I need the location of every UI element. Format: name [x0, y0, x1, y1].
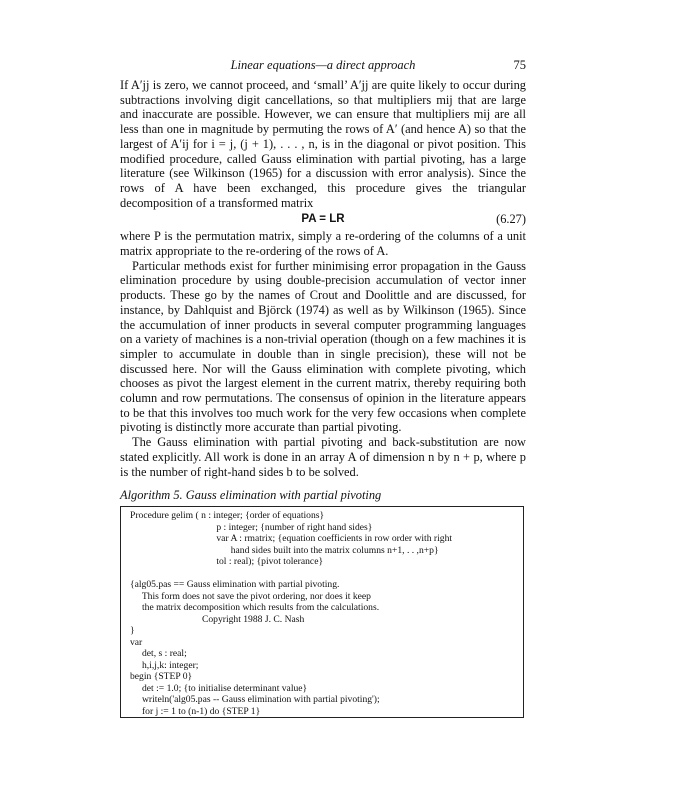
code-line: det, s : real;	[130, 648, 187, 660]
code-line: }	[130, 625, 135, 637]
code-line: begin {STEP 0}	[130, 671, 193, 683]
code-line: h,i,j,k: integer;	[130, 659, 199, 671]
code-line: {alg05.pas == Gauss elimination with partial pivoting.	[130, 579, 340, 591]
code-line: Procedure gelim ( n : integer; {order of equations}	[130, 510, 325, 522]
paragraph-algorithm-intro: The Gauss elimination with partial pivoting and back-substitution are now stated explicitly. All work is done in an array A of dimension n by n + p, where p is the number of right-hand sides b to be solved.	[120, 435, 526, 479]
paragraph-pivot-intro: If A′jj is zero, we cannot proceed, and ‘small’ A′jj are quite likely to occur during subtractions involving digit cancellations, so that multipliers mij that are large and inaccurate are possible. However, we can ensure that multipliers mij are all less than one in magnitude by permuting the rows of A′ (and hence A) so that the largest of A′ij for i = j, (j + 1), . . . , n, is in the diagonal or pivot position. This modified procedure, called Gauss elimination with partial pivoting, has a large literature (see Wilkinson (1965) for a discussion with error analysis). Since the rows of A have been exchanged, this procedure gives the triangular decomposition of a transformed matrix	[120, 78, 526, 210]
code-line: tol : real); {pivot tolerance}	[130, 556, 324, 568]
paragraph-permutation: where P is the permutation matrix, simply a re-ordering of the columns of a unit matrix appropriate to the re-ordering of the rows of A.	[120, 229, 526, 259]
code-line: hand sides built into the matrix columns n+1, . . ,n+p}	[130, 544, 439, 556]
code-line: det := 1.0; {to initialise determinant value}	[130, 682, 308, 694]
code-line: var A : rmatrix; {equation coefficients in row order with right	[130, 533, 453, 545]
running-header	[120, 58, 526, 76]
code-line-blank	[130, 568, 523, 580]
equation-number: (6.27)	[496, 212, 526, 227]
document-page	[120, 58, 526, 718]
code-line: var	[130, 636, 143, 648]
code-line: the matrix decomposition which results from the calculations.	[130, 602, 380, 614]
paragraph-crout-doolittle: Particular methods exist for further minimising error propagation in the Gauss elimination procedure by using double-precision accumulation of vector inner products. These go by the names of Crout and Doolittle and are discussed, for instance, by Dahlquist and Björck (1974) as well as by Wilkinson (1965). Since the accumulation of inner products in several computer programming languages on a variety of machines is a non-trivial operation (though on a few machines it is simpler to accumulate in double than in single precision), these will not be discussed here. Nor will the Gauss elimination with complete pivoting, which chooses as pivot the largest element in the current matrix, thereby requiring both column and row permutations. The consensus of opinion in the literature appears to be that this involves too much work for the very few occasions when complete pivoting is distinctly more accurate than partial pivoting.	[120, 258, 526, 435]
page-number: 75	[513, 58, 526, 72]
code-line: p : integer; {number of right hand sides}	[130, 521, 373, 533]
equation-formula: PA = LR	[301, 213, 345, 226]
chapter-title: Linear equations—a direct approach	[230, 58, 416, 72]
body-text	[120, 78, 526, 479]
code-line: writeln('alg05.pas -- Gauss elimination with partial pivoting');	[130, 694, 380, 706]
code-line: This form does not save the pivot ordering, nor does it keep	[130, 590, 371, 602]
equation-6-27	[120, 211, 526, 228]
code-line: for j := 1 to (n-1) do {STEP 1}	[130, 705, 261, 717]
algorithm-caption: Algorithm 5. Gauss elimination with partial pivoting	[120, 488, 382, 503]
code-line: Copyright 1988 J. C. Nash	[130, 613, 305, 625]
code-listing	[120, 506, 524, 718]
